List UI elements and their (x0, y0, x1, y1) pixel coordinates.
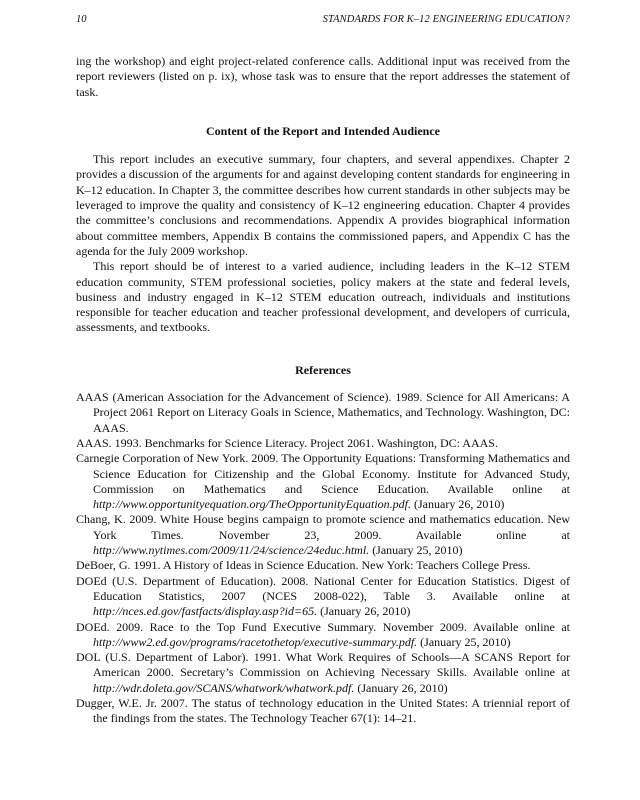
reference-url[interactable]: http://www.opportunityequation.org/TheOpportunityEquation.pdf. (93, 497, 411, 512)
reference-text: DOL (U.S. Department of Labor). 1991. What Work Requires of Schools—A SCANS Report for American 2000. Secretary’s Commission on Achieving Necessary Skills. Available online at (76, 650, 570, 680)
reference-access-date: (January 26, 2010) (354, 680, 448, 695)
reference-text: DOEd (U.S. Department of Education). 2008. National Center for Education Statistics. Digest of Education Statistics, 2007 (NCES 2008-022), Table 3. Available online at (76, 573, 570, 603)
reference-text: Carnegie Corporation of New York. 2009. The Opportunity Equations: Transforming Mathematics and Science Education for Citizenship and the Global Economy. Institute for Advanced Study, Commission on Mathematics and Science Education. Available online at (76, 451, 570, 496)
intro-paragraph: ing the workshop) and eight project-related conference calls. Additional input was received from the report reviewers (listed on p. ix), whose task was to ensure that the report addresses the statement of task. (76, 54, 570, 99)
reference-text: Chang, K. 2009. White House begins campaign to promote science and mathematics education. New York Times. November 23, 2009. Available online at (76, 512, 570, 542)
reference-text: AAAS. 1993. Benchmarks for Science Literacy. Project 2061. Washington, DC: AAAS. (76, 435, 498, 450)
reference-text: Dugger, W.E. Jr. 2007. The status of technology education in the United States: A triennial report of the findings from the states. The Technology Teacher 67(1): 14–21. (76, 695, 570, 726)
page-body (76, 54, 570, 727)
reference-text: DeBoer, G. 1991. A History of Ideas in Science Education. New York: Teachers College Press. (76, 558, 531, 573)
reference-access-date: (January 25, 2010) (369, 543, 463, 558)
reference-access-date: (January 25, 2010) (417, 634, 511, 649)
content-paragraph-2: This report should be of interest to a varied audience, including leaders in the K–12 STEM education community, STEM professional societies, policy makers at the state and federal levels, business and industry engaged in K–12 STEM education outreach, individuals and institutions responsible for teacher education and teacher professional development, and developers of curricula, assessments, and textbooks. (76, 259, 570, 335)
reference-access-date: (January 26, 2010) (317, 604, 411, 619)
reference-url[interactable]: http://www.nytimes.com/2009/11/24/science/24educ.html. (93, 543, 370, 558)
page-number: 10 (76, 14, 87, 25)
reference-url[interactable]: http://nces.ed.gov/fastfacts/display.asp?id=65. (93, 604, 318, 619)
section-heading-content: Content of the Report and Intended Audience (205, 123, 440, 138)
reference-item (76, 436, 570, 451)
reference-item (76, 574, 570, 620)
reference-access-date: (January 26, 2010) (411, 497, 505, 512)
reference-item (76, 390, 570, 436)
reference-url[interactable]: http://www2.ed.gov/programs/racetothetop/executive-summary.pdf. (93, 634, 418, 649)
reference-text: AAAS (American Association for the Advancement of Science). 1989. Science for All Americans: A Project 2061 Report on Literacy Goals in Science, Mathematics, and Technology. Washington, DC: AAAS. (76, 390, 570, 435)
content-paragraph-1: This report includes an executive summary, four chapters, and several appendixes. Chapter 2 provides a discussion of the arguments for and against developing content standards for engineering in K–12 education. In Chapter 3, the committee describes how current standards in other subjects may be leveraged to improve the quality and consistency of K–12 engineering education. Chapter 4 provides the committee’s conclusions and recommendations. Appendix A provides biographical information about committee members, Appendix B contains the commissioned papers, and Appendix C has the agenda for the July 2009 workshop. (76, 152, 570, 258)
reference-item (76, 558, 570, 573)
reference-url[interactable]: http://wdr.doleta.gov/SCANS/whatwork/whatwork.pdf. (93, 680, 355, 695)
reference-item (76, 512, 570, 558)
reference-text: DOEd. 2009. Race to the Top Fund Executive Summary. November 2009. Available online at (76, 619, 570, 634)
reference-item (76, 451, 570, 512)
running-header (76, 14, 570, 30)
reference-item (76, 620, 570, 651)
section-heading-references: References (295, 362, 351, 377)
running-title: STANDARDS FOR K–12 ENGINEERING EDUCATION? (322, 14, 570, 25)
reference-item (76, 696, 570, 727)
reference-item (76, 650, 570, 696)
reference-list (76, 390, 570, 727)
